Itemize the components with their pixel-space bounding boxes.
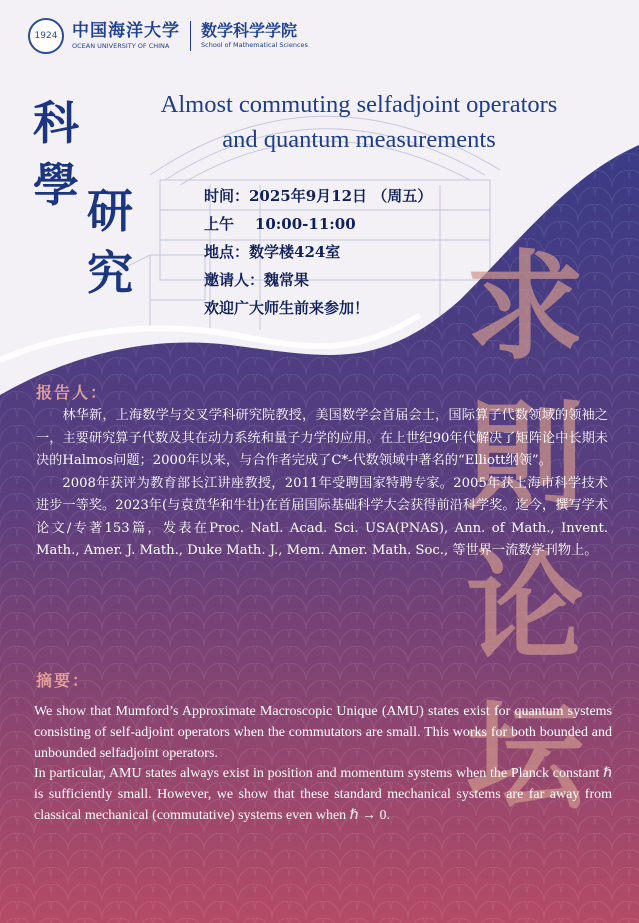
university-name xyxy=(72,20,180,50)
series-char-3: 研 xyxy=(87,184,133,238)
speaker-bio-para1: 林华新，上海数学与交叉学科研究院教授，美国数学会首届会士，国际算子代数领域的领袖之一，主要研究算子代数及其在动力系统和量子力学的应用。在上世纪90年代解决了矩阵论中长期未决的Halmos问题；2000年以来，与合作者完成了C*-代数领域中著名的“Elliott纲领”。 xyxy=(36,408,608,468)
school-name-en: School of Mathematical Sciences xyxy=(201,41,308,50)
event-info xyxy=(204,182,432,322)
abstract-para1: We show that Mumford’s Approximate Macroscopic Unique (AMU) states exist for quantum systems consisting of self-adjoint operators when the commutators are small. This works for both bounded and unbounded selfadjoint operators. xyxy=(34,704,612,761)
university-name-cn: 中国海洋大学 xyxy=(72,20,180,41)
abstract-text xyxy=(34,702,612,827)
header-divider xyxy=(190,21,191,51)
event-session: 上午 10:00-11:00 xyxy=(204,215,356,233)
calligraphy-char-1: 求 xyxy=(465,237,584,376)
seal-text: 1924 xyxy=(34,31,58,41)
speaker-bio xyxy=(36,405,608,563)
series-char-1: 科 xyxy=(33,96,79,150)
university-name-en: OCEAN UNIVERSITY OF CHINA xyxy=(72,41,170,50)
talk-title-line2: and quantum measurements xyxy=(222,126,496,153)
speaker-heading: 报告人： xyxy=(36,383,109,402)
event-place: 地点：数学楼424室 xyxy=(204,243,341,261)
series-char-2: 學 xyxy=(33,158,79,212)
series-char-4: 究 xyxy=(87,246,133,300)
school-name-cn: 数学科学学院 xyxy=(201,21,298,41)
talk-title xyxy=(124,87,594,157)
abstract-para2: In particular, AMU states always exist in position and momentum systems when the Planck constant ℏ is sufficiently small. However, we show that these standard mechanical systems are far away from classical mechanical (commutative) systems even when ℏ → 0. xyxy=(34,766,612,823)
school-name xyxy=(201,23,308,49)
talk-title-line1: Almost commuting selfadjoint operators xyxy=(160,91,558,118)
speaker-bio-para2: 2008年获评为教育部长江讲座教授，2011年受聘国家特聘专家。2005年获上海市科学技术进步一等奖。2023年(与袁贲华和牛壮)在首届国际基础科学大会获得前沿科学奖。迄今，撰写学术论文/专著153篇，发表在Proc. Natl. Acad. Sci. USA(PNAS), Ann. of Math., Invent. Math., Amer. J. Math., Duke Math. J., Mem. Amer. Math. Soc., 等世界一流数学刊物上。 xyxy=(36,475,608,558)
series-vertical-col1 xyxy=(30,92,82,216)
calligraphy-char-3: 论 xyxy=(465,537,584,676)
series-vertical-col2 xyxy=(84,180,136,304)
university-seal-icon xyxy=(28,18,64,54)
event-time: 时间：2025年9月12日 （周五） xyxy=(204,187,433,205)
header-logos xyxy=(28,18,308,54)
calligraphy-char-2: 則 xyxy=(465,387,584,526)
calligraphy-char-4: 坛 xyxy=(465,687,584,826)
event-host: 邀请人：魏常果 xyxy=(204,271,310,289)
abstract-heading: 摘要： xyxy=(36,671,91,690)
event-welcome: 欢迎广大师生前来参加！ xyxy=(204,299,370,317)
